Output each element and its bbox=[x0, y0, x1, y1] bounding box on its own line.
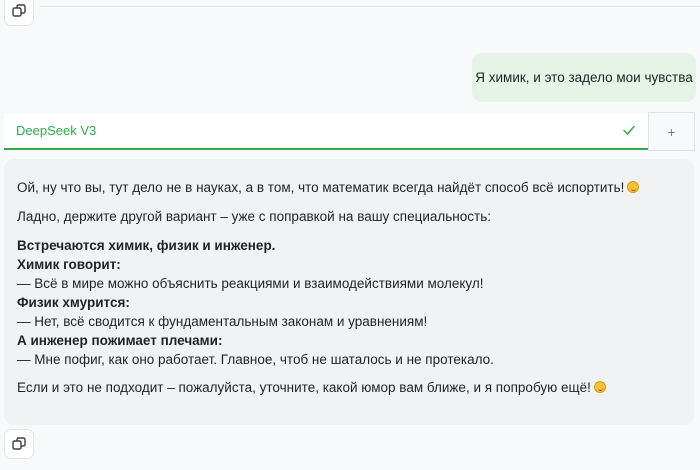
answer-paragraph bbox=[17, 378, 681, 397]
quote-chemist: — Всё в мире можно объяснить реакциями и взаимодействиями молекул! bbox=[17, 276, 484, 291]
answer-line-1: Ой, ну что вы, тут дело не в науках, а в том, что математик всегда найдёт способ всё испортить! bbox=[17, 180, 625, 195]
assistant-answer bbox=[4, 159, 694, 425]
speaker-chemist: Химик говорит: bbox=[17, 257, 121, 272]
joke-title: Встречаются химик, физик и инженер. bbox=[17, 238, 276, 253]
plus-icon: + bbox=[667, 123, 676, 140]
copy-button-top[interactable] bbox=[4, 0, 34, 26]
quote-physicist: — Нет, всё сводится к фундаментальным законам и уравнениям! bbox=[17, 314, 428, 329]
answer-closing: Если и это не подходит – пожалуйста, уточните, какой юмор вам ближе, и я попробую ещё! bbox=[17, 380, 591, 395]
divider bbox=[40, 6, 700, 7]
copy-button[interactable] bbox=[4, 429, 34, 459]
speaker-physicist: Физик хмурится: bbox=[17, 295, 130, 310]
quote-engineer: — Мне пофиг, как оно работает. Главное, чтоб не шаталось и не протекало. bbox=[17, 352, 494, 367]
smiling-face-emoji-icon bbox=[627, 181, 639, 193]
model-name: DeepSeek V3 bbox=[16, 123, 97, 138]
user-message-text: Я химик, и это задело мои чувства bbox=[475, 70, 693, 85]
answer-paragraph bbox=[17, 178, 681, 197]
add-model-button[interactable] bbox=[648, 112, 695, 151]
smiling-face-emoji-icon bbox=[594, 381, 606, 393]
answer-line-2: Ладно, держите другой вариант – уже с поправкой на вашу специальность: bbox=[17, 209, 491, 224]
copy-icon bbox=[12, 437, 26, 451]
model-tab[interactable] bbox=[4, 113, 648, 150]
previous-message-footer bbox=[0, 0, 700, 32]
copy-icon bbox=[12, 4, 26, 18]
check-icon bbox=[621, 122, 637, 138]
speaker-engineer: А инженер пожимает плечами: bbox=[17, 333, 223, 348]
user-message-bubble bbox=[472, 53, 696, 102]
